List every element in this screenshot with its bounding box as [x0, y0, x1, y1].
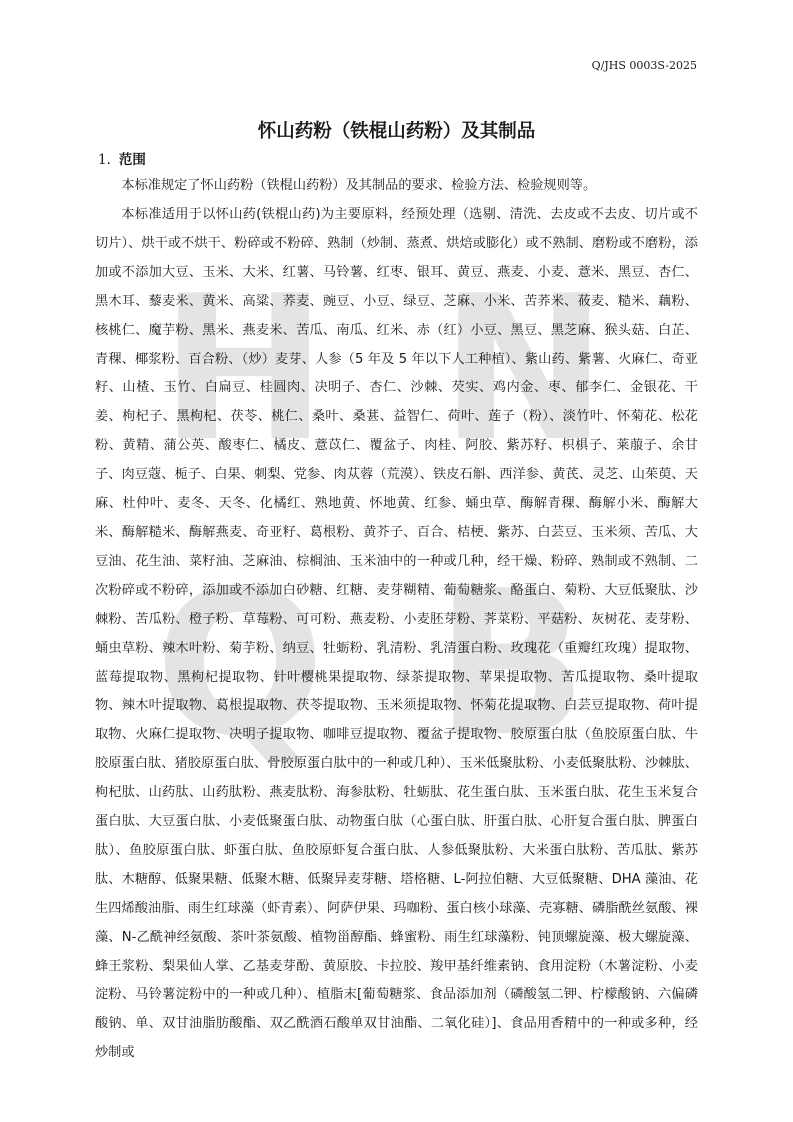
watermark-letter-h: H	[160, 253, 328, 486]
watermark-letter-q: Q	[155, 548, 326, 781]
watermark-letter-n: N	[440, 253, 608, 486]
watermark-letter-b: B	[435, 548, 588, 781]
scope-paragraph-2: 本标准适用于以怀山药(铁棍山药)为主要原料，经预处理（选剔、清洗、去皮或不去皮、切片或不切片）、烘干或不烘干、粉碎或不粉碎、熟制（炒制、蒸煮、烘焙或膨化）或不熟制、磨粉或不磨粉，添加或不添加大豆、玉米、大米、红薯、马铃薯、红枣、银耳、黄豆、燕麦、小麦、薏米、黑豆、杏仁、黑木耳、藜麦米、黄米、高粱、荞麦、豌豆、小豆、绿豆、芝麻、小米、苦荞米、莜麦、糙米、藕粉、核桃仁、魔芋粉、黑米、燕麦米、苦瓜、南瓜、红米、赤（红）小豆、黑豆、黑芝麻、猴头菇、白芷、青稞、椰浆粉、百合粉、（炒）麦芽、人参（5 年及 5 年以下人工种植）、紫山药、紫薯、火麻仁、奇亚籽、山楂、玉竹、白扁豆、桂圆肉、决明子、杏仁、沙棘、芡实、鸡内金、枣、郁李仁、金银花、干姜、枸杞子、黑枸杞、茯苓、桃仁、桑叶、桑葚、益智仁、荷叶、莲子（粉）、淡竹叶、怀菊花、松花粉、黄精、蒲公英、酸枣仁、橘皮、薏苡仁、覆盆子、肉桂、阿胶、紫苏籽、枳椇子、莱菔子、余甘子、肉豆蔻、栀子、白果、刺梨、党参、肉苁蓉（荒漠）、铁皮石斛、西洋参、黄芪、灵芝、山茱萸、天麻、杜仲叶、麦冬、天冬、化橘红、熟地黄、怀地黄、红参、蛹虫草、酶解青稞、酶解小米、酶解大米、酶解糙米、酶解燕麦、奇亚籽、葛根粉、黄芥子、百合、桔梗、紫苏、白芸豆、玉米须、苦瓜、大豆油、花生油、菜籽油、芝麻油、棕榈油、玉米油中的一种或几种，经干燥、粉碎、熟制或不熟制、二次粉碎或不粉碎，添加或不添加白砂糖、红糖、麦芽糊精、葡萄糖浆、酪蛋白、菊粉、大豆低聚肽、沙棘粉、苦瓜粉、橙子粉、草莓粉、可可粉、燕麦粉、小麦胚芽粉、荠菜粉、平菇粉、灰树花、麦芽粉、蛹虫草粉、辣木叶粉、菊芋粉、纳豆、牡蛎粉、乳清粉、乳清蛋白粉、玫瑰花（重瓣红玫瑰）提取物、蓝莓提取物、黑枸杞提取物、针叶樱桃果提取物、绿茶提取物、苹果提取物、苦瓜提取物、桑叶提取物、辣木叶提取物、葛根提取物、茯苓提取物、玉米须提取物、怀菊花提取物、白芸豆提取物、荷叶提取物、火麻仁提取物、决明子提取物、咖啡豆提取物、覆盆子提取物、胶原蛋白肽（鱼胶原蛋白肽、牛胶原蛋白肽、猪胶原蛋白肽、骨胶原蛋白肽中的一种或几种）、玉米低聚肽粉、小麦低聚肽粉、沙棘肽、枸杞肽、山药肽、山药肽粉、燕麦肽粉、海参肽粉、牡蛎肽、花生蛋白肽、玉米蛋白肽、花生玉米复合蛋白肽、大豆蛋白肽、小麦低聚蛋白肽、动物蛋白肽（心蛋白肽、肝蛋白肽、心肝复合蛋白肽、脾蛋白肽）、鱼胶原蛋白肽、虾蛋白肽、鱼胶原虾复合蛋白肽、人参低聚肽粉、大米蛋白肽粉、苦瓜肽、紫苏肽、木糖醇、低聚果糖、低聚木糖、低聚异麦芽糖、塔格糖、L-阿拉伯糖、大豆低聚糖、DHA 藻油、花生四烯酸油脂、雨生红球藻（虾青素）、阿萨伊果、玛咖粉、蛋白核小球藻、壳寡糖、磷脂酰丝氨酸、裸藻、N-乙酰神经氨酸、茶叶茶氨酸、植物甾醇酯、蜂蜜粉、雨生红球藻粉、钝顶螺旋藻、极大螺旋藻、蜂王浆粉、梨果仙人掌、乙基麦芽酚、黄原胶、卡拉胶、羧甲基纤维素钠、食用淀粉（木薯淀粉、小麦淀粉、马铃薯淀粉中的一种或几种）、植脂末[葡萄糖浆、食品添加剂（磷酸氢二钾、柠檬酸钠、六偏磷酸钠、单、双甘油脂肪酸酯、双乙酰酒石酸单双甘油酯、二氧化硅）]、食品用香精中的一种或多种，经炒制或	[95, 207, 698, 1061]
section-number: 1.	[98, 152, 111, 168]
section-heading-text: 范围	[118, 152, 146, 168]
standard-code: Q/JHS 0003S-2025	[591, 59, 697, 72]
scope-paragraph-1: 本标准规定了怀山药粉（铁棍山药粉）及其制品的要求、检验方法、检验规则等。	[121, 178, 597, 193]
section-heading	[98, 148, 146, 168]
document-title: 怀山药粉（铁棍山药粉）及其制品	[257, 121, 536, 142]
